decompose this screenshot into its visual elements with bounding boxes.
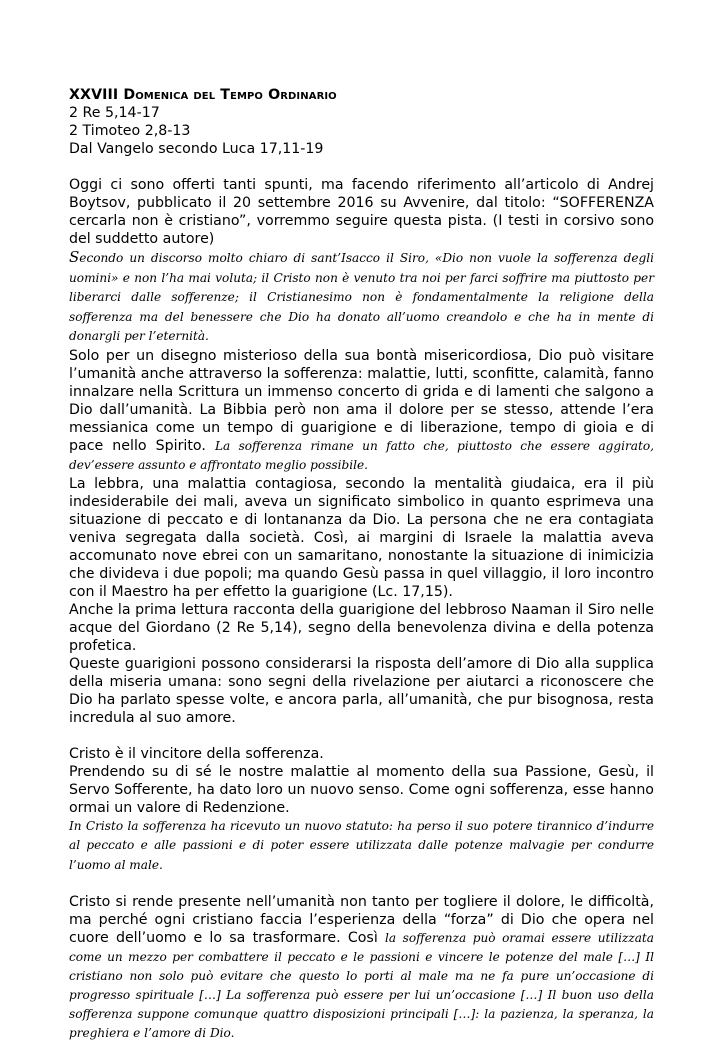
spacer — [69, 875, 654, 893]
passion-paragraph: Prendendo su di sé le nostre malattie al momento della sua Passione, Gesù, il Servo Sofferente, ha dato loro un nuovo senso. Come ogni sofferenza, esse hanno ormai un valore di Redenzione. — [69, 763, 654, 816]
body-paragraph — [69, 347, 654, 475]
inline-quote: la sofferenza può oramai essere utilizzata come un mezzo per combattere il peccato e le passioni e vincere le potenze del male […] Il cristiano non solo può evitare che questo lo porti al male ma ne fa pure un’occasione di progresso spirituale […] La sofferenza può essere per lui un’occasione […] Il buon uso della sofferenza suppone comunque quattro disposizioni principali […]: la pazienza, la speranza, la preghiera e l’amore di Dio. — [69, 931, 654, 1040]
body-text: Cristo si rende presente nell’umanità non tanto per togliere il dolore, le difficoltà, ma perché ogni cristiano faccia l’esperienza della “forza” di Dio che opera nel cuore dell’uomo e lo sa trasformare. Così — [69, 894, 654, 946]
document-body — [69, 86, 654, 1043]
body-text: Solo per un disegno misterioso della sua bontà misericordiosa, Dio può visitare l’umanità anche attraverso la sofferenza: malattie, lutti, sconfitte, calamità, fanno innalzare nella Scrittura un immenso concerto di grida e di lamenti che salgono a Dio dall’umanità. La Bibbia però non ama il dolore per se stesso, attende l’era messianica come un tempo di guarigione e di liberazione, tempo di gioia e di pace nello Spirito. — [69, 347, 654, 454]
first-reading-paragraph: Anche la prima lettura racconta della guarigione del lebbroso Naaman il Siro nelle acque del Giordano (2 Re 5,14), segno della benevolenza divina e della potenza profetica. — [69, 601, 654, 654]
leprosy-paragraph: La lebbra, una malattia contagiosa, secondo la mentalità giudaica, era il più indesiderabile dei mali, aveva un significato simbolico in quanto esprimeva una situazione di peccato e di lontananza da Dio. La persona che ne era contagiata veniva segregata dalla società. Così, ai margini di Israele la malattia aveva accomunato nove ebrei con un samaritano, nonostante la situazione di inimicizia che divideva i due popoli; ma quando Gesù passa in quel villaggio, il loro incontro con il Maestro ha per effetto la guarigione (Lc. 17,15). — [69, 475, 654, 600]
reading-reference-1: 2 Re 5,14-17 — [69, 105, 160, 121]
quote-paragraph — [69, 248, 654, 347]
section-heading: Cristo è il vincitore della sofferenza. — [69, 745, 324, 762]
gospel-reference: Dal Vangelo secondo Luca 17,11-19 — [69, 141, 324, 157]
quote-paragraph: In Cristo la sofferenza ha ricevuto un nuovo statuto: ha perso il suo potere tirannico d’indurre al peccato e alle passioni e di poter essere utilizzata dalle potenze malvagie per condurre l’uomo al male. — [69, 818, 654, 872]
closing-paragraph — [69, 893, 654, 1043]
spacer — [69, 158, 654, 176]
reading-reference-2: 2 Timoteo 2,8-13 — [69, 123, 191, 139]
quote-initial: S — [69, 248, 80, 266]
quote-text: econdo un discorso molto chiaro di sant’Isacco il Siro, «Dio non vuole la sofferenza degli uomini» e non l’ha mai voluta; il Cristo non è venuto tra noi per farci soffrire ma piuttosto per liberarci dalle sofferenze; il Cristianesimo non è fondamentalmente la religione della sofferenza ma del benessere che Dio ha donato all’uomo creandolo e che ha in mente di donargli per l’eternità. — [69, 251, 654, 343]
spacer — [69, 727, 654, 745]
intro-paragraph: Oggi ci sono offerti tanti spunti, ma facendo riferimento all’articolo di Andrej Boytsov, pubblicato il 20 settembre 2016 su Avvenire, dal titolo: “SOFFERENZA cercarla non è cristiano”, vorremmo seguire questa pista. (I testi in corsivo sono del suddetto autore) — [69, 177, 654, 247]
document-title: XXVIII Domenica del Tempo Ordinario — [69, 87, 337, 103]
healing-paragraph: Queste guarigioni possono considerarsi la risposta dell’amore di Dio alla supplica della miseria umana: sono segni della rivelazione per aiutarci a riconoscere che Dio ha parlato spesse volte, e ancora parla, all’umanità, che pur bisognosa, resta incredula al suo amore. — [69, 655, 654, 726]
inline-quote: La sofferenza rimane un fatto che, piuttosto che essere aggirato, dev’essere assunto e affrontato meglio possibile. — [69, 438, 655, 472]
